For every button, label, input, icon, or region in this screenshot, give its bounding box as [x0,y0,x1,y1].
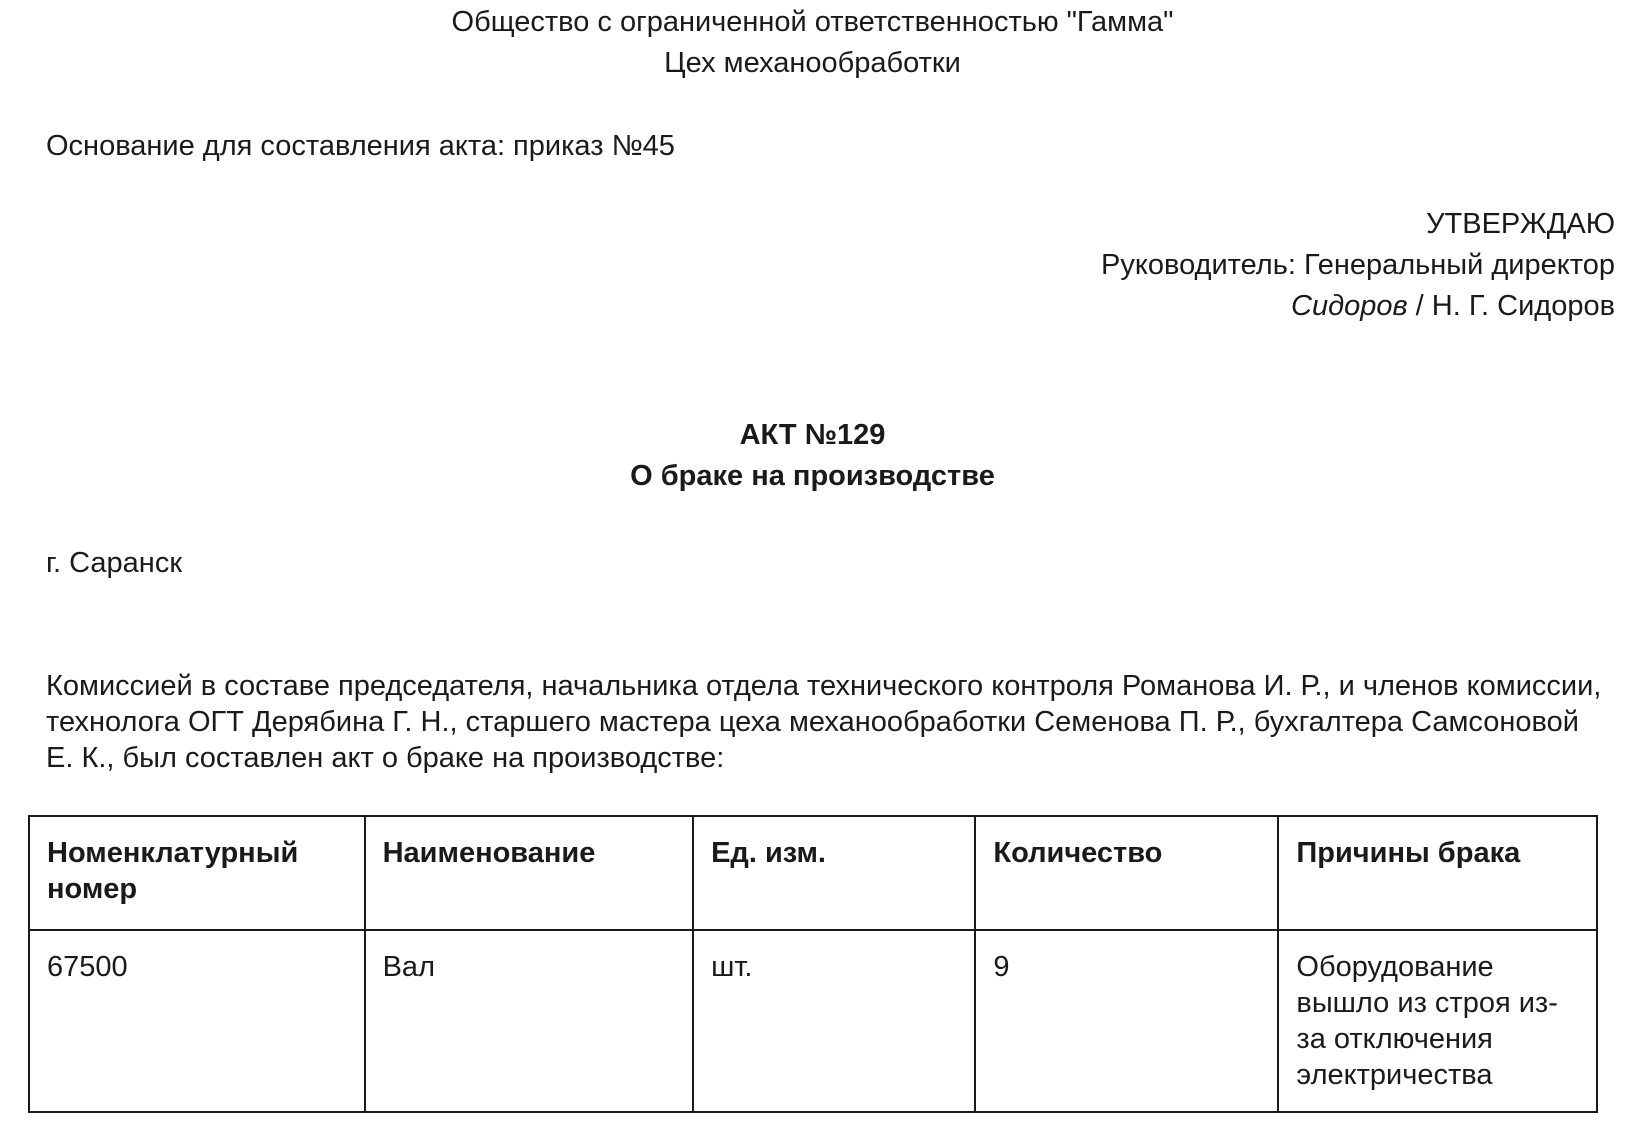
act-number: АКТ №129 [739,419,886,451]
signature-separator: / [1407,290,1432,322]
defect-table [28,815,1598,1113]
organization-name: Общество с ограниченной ответственностью "Гамма" [451,6,1174,38]
city: г. Саранск [46,547,183,579]
header-defect-reasons: Причины брака [1278,816,1597,930]
department-name: Цех механообработки [664,47,961,79]
header-quantity: Количество [975,816,1278,930]
cell-item-name: Вал [365,930,694,1112]
cell-item-number: 67500 [29,930,365,1112]
approver-signature-line [1101,286,1615,327]
header-unit: Ед. изм. [693,816,975,930]
cell-defect-reason: Оборудование вышло из строя из-за отключения электричества [1278,930,1597,1112]
approval-block [1101,204,1615,327]
approver-position: Руководитель: Генеральный директор [1101,249,1615,281]
commission-text: Комиссией в составе председателя, начальника отдела технического контроля Романова И. Р., и членов комиссии, технолога ОГТ Дерябина Г. Н., старшего мастера цеха механообработки Семенова П. Р., бухгалтера Самсоновой Е. К., был составлен акт о браке на производстве: [46,670,1602,774]
header-item-name: Наименование [365,816,694,930]
approval-label: УТВЕРЖДАЮ [1426,208,1615,240]
approver-name: Н. Г. Сидоров [1431,290,1615,322]
table-row [29,930,1597,1112]
header-item-number: Номенклатурный номер [29,816,365,930]
act-subject: О браке на производстве [630,460,995,492]
act-basis: Основание для составления акта: приказ №45 [46,130,675,162]
table-header-row [29,816,1597,930]
cell-quantity: 9 [975,930,1278,1112]
cell-unit: шт. [693,930,975,1112]
approver-signature: Сидоров [1291,290,1408,322]
